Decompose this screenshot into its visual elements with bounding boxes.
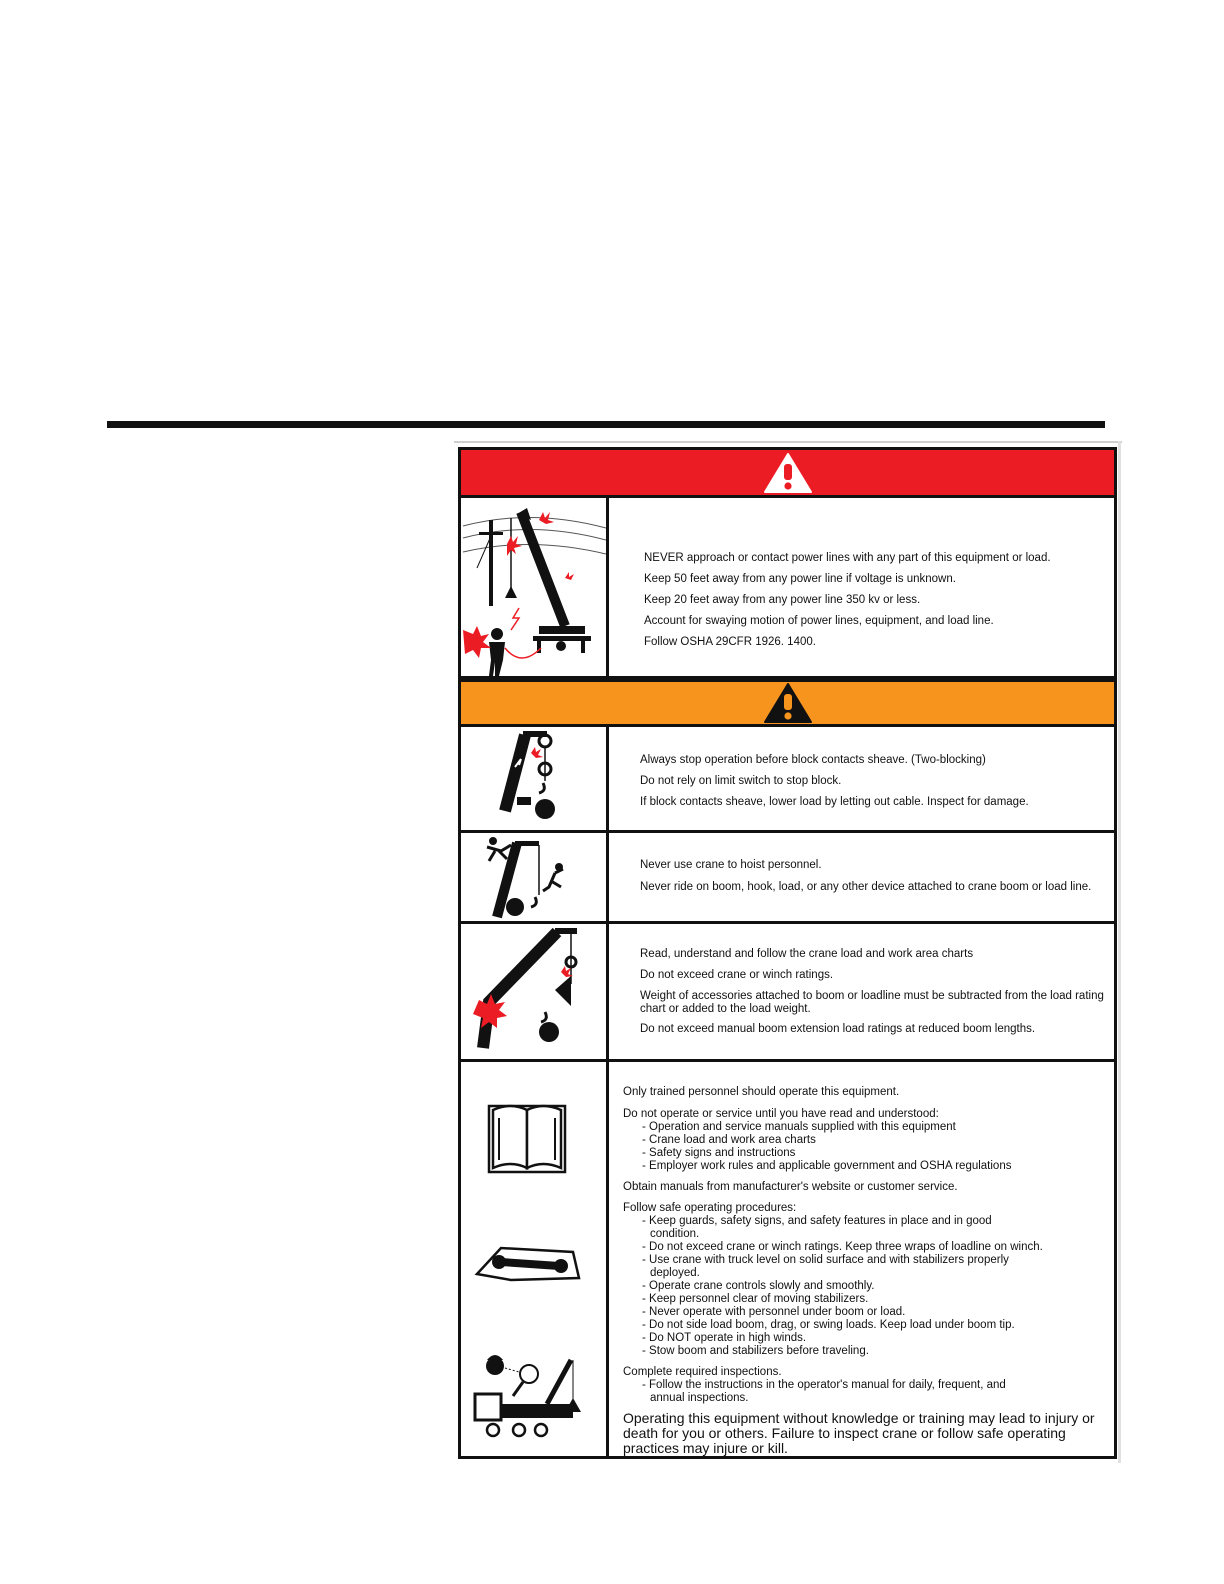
training-line-1: Only trained personnel should operate this equipment. <box>623 1086 900 1098</box>
ratings-line-1: Read, understand and follow the crane load and work area charts <box>640 948 974 960</box>
two-block-row <box>461 727 1114 833</box>
training-line-17: - Do not side load boom, drag, or swing loads. Keep load under boom tip. <box>642 1319 1015 1331</box>
two-blocking-icon <box>461 727 609 830</box>
training-line-11: - Do not exceed crane or winch ratings. Keep three wraps of loadline on winch. <box>642 1241 1043 1253</box>
power-line-row <box>461 498 1114 679</box>
overload-icon <box>461 924 609 1059</box>
training-line-3: - Operation and service manuals supplied with this equipment <box>642 1121 956 1133</box>
training-line-2: Do not operate or service until you have read and understood: <box>623 1108 939 1120</box>
training-final-warning: Operating this equipment without knowledge or training may lead to injury or death for you or others. Failure to inspect crane or follow safe operating practices may injure or kill. <box>623 1410 1095 1456</box>
power-line-3: Keep 20 feet away from any power line 350 kv or less. <box>644 594 921 606</box>
power-line-1: NEVER approach or contact power lines with any part of this equipment or load. <box>644 552 1051 564</box>
power-line-electrocution-icon <box>461 498 609 676</box>
personnel-row <box>461 833 1114 924</box>
alert-triangle-icon <box>763 682 813 724</box>
danger-band <box>461 450 1114 498</box>
training-line-20: Complete required inspections. <box>623 1366 782 1378</box>
ratings-line-2: Do not exceed crane or winch ratings. <box>640 969 834 981</box>
alert-triangle-icon <box>763 452 813 494</box>
training-line-16: - Never operate with personnel under boom or load. <box>642 1306 906 1318</box>
training-line-7: Obtain manuals from manufacturer's website or customer service. <box>623 1181 958 1193</box>
training-line-13: deployed. <box>650 1267 700 1279</box>
ratings-line-4: Do not exceed manual boom extension load ratings at reduced boom lengths. <box>640 1023 1036 1035</box>
power-line-5: Follow OSHA 29CFR 1926. 1400. <box>644 636 816 648</box>
read-manual-icon <box>489 1106 565 1172</box>
personnel-line-1: Never use crane to hoist personnel. <box>640 859 822 871</box>
safety-decal <box>458 447 1117 1459</box>
training-line-8: Follow safe operating procedures: <box>623 1202 797 1214</box>
ratings-row <box>461 924 1114 1062</box>
training-line-9: - Keep guards, safety signs, and safety features in place and in good <box>642 1215 992 1227</box>
power-line-4: Account for swaying motion of power lines, equipment, and load line. <box>644 615 994 627</box>
training-line-6: - Employer work rules and applicable government and OSHA regulations <box>642 1160 1012 1172</box>
training-line-14: - Operate crane controls slowly and smoothly. <box>642 1280 875 1292</box>
training-icons <box>461 1062 609 1456</box>
decal-top-edge <box>454 441 1122 443</box>
training-line-10: condition. <box>650 1228 700 1240</box>
service-manual-icon <box>477 1248 579 1280</box>
decal-shadow <box>1118 441 1121 1463</box>
power-line-2: Keep 50 feet away from any power line if voltage is unknown. <box>644 573 956 585</box>
training-line-18: - Do NOT operate in high winds. <box>642 1332 807 1344</box>
training-row <box>461 1062 1114 1456</box>
inspection-icon <box>475 1355 581 1436</box>
training-line-19: - Stow boom and stabilizers before traveling. <box>642 1345 869 1357</box>
training-line-22: annual inspections. <box>650 1392 749 1404</box>
two-block-line-3: If block contacts sheave, lower load by letting out cable. Inspect for damage. <box>640 796 1029 808</box>
no-personnel-hoisting-icon <box>461 833 609 921</box>
training-line-4: - Crane load and work area charts <box>642 1134 816 1146</box>
training-line-15: - Keep personnel clear of moving stabilizers. <box>642 1293 869 1305</box>
training-line-21: - Follow the instructions in the operator's manual for daily, frequent, and <box>642 1379 1006 1391</box>
two-block-line-1: Always stop operation before block contacts sheave. (Two-blocking) <box>640 754 986 766</box>
section-rule <box>107 421 1105 428</box>
warning-band <box>461 679 1114 727</box>
two-block-line-2: Do not rely on limit switch to stop block. <box>640 775 842 787</box>
training-line-12: - Use crane with truck level on solid surface and with stabilizers properly <box>642 1254 1009 1266</box>
training-line-5: - Safety signs and instructions <box>642 1147 796 1159</box>
personnel-line-2: Never ride on boom, hook, load, or any other device attached to crane boom or load line. <box>640 881 1092 893</box>
ratings-line-3: Weight of accessories attached to boom or loadline must be subtracted from the load rating chart or added to the load weight. <box>640 990 1104 1015</box>
